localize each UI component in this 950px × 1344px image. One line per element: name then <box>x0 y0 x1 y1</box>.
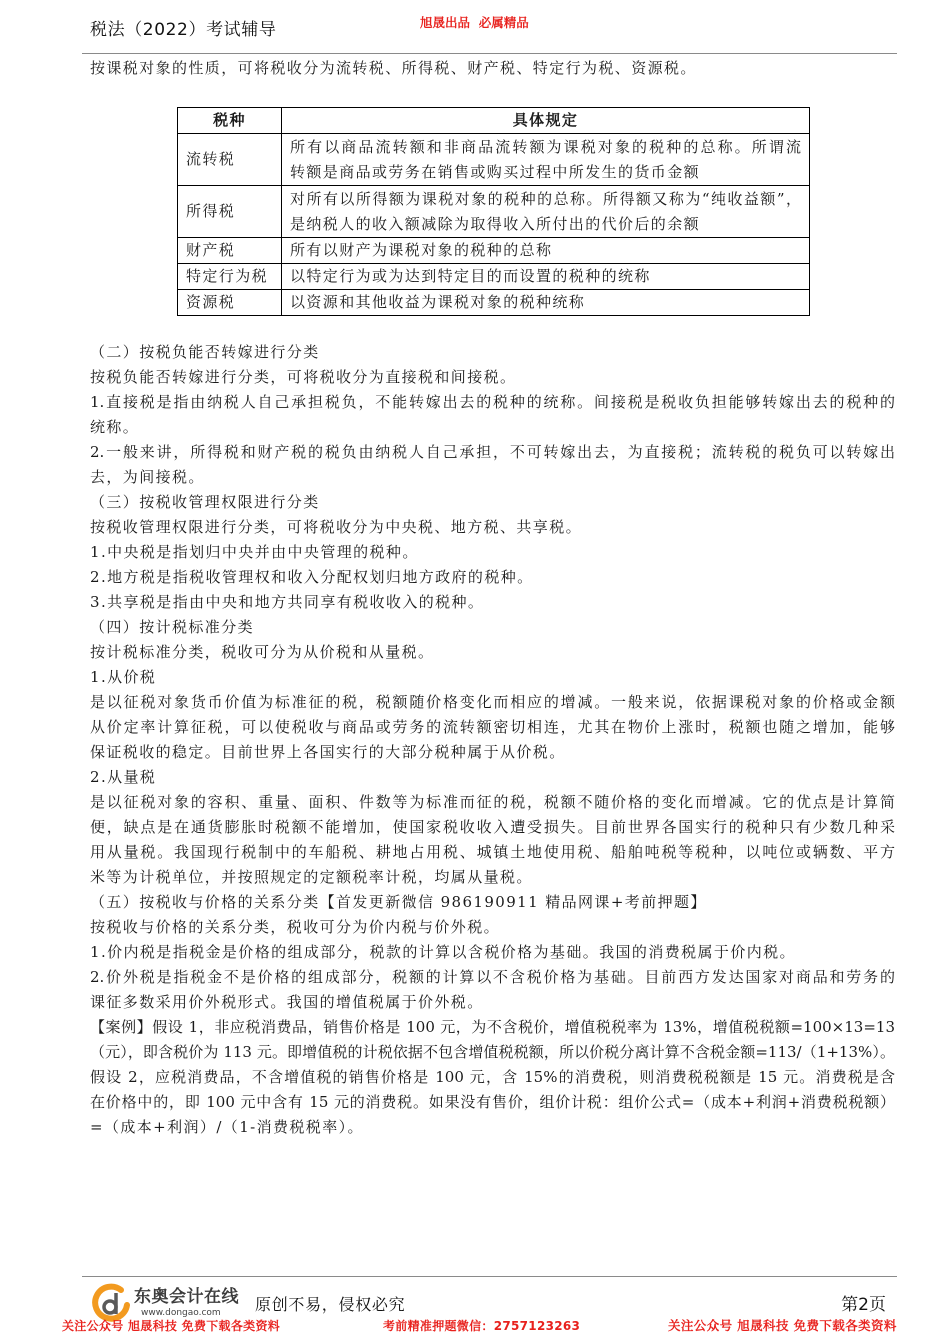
tax-table-row <box>178 238 810 264</box>
tax-table-row <box>178 264 810 290</box>
tax-type-cell: 所得税 <box>178 186 282 238</box>
tax-table-row <box>178 290 810 316</box>
body-paragraph <box>90 590 895 615</box>
logo-bowl-shape <box>104 1301 116 1313</box>
body-line: 1.中央税是指划归中央并由中央管理的税种。 <box>90 543 419 561</box>
document-title: 税法（2022）考试辅导 <box>90 20 277 40</box>
body-line: （元），即含税价为 113 元。即增值税的计税依据不包含增值税税额，所以价税分离计算不含税金额=113/（1+13%）。 <box>90 1043 895 1061</box>
body-line: 按计税标准分类，税收可分为从价税和从量税。 <box>90 643 435 661</box>
body-line: 从价定率计算征税，可以使税收与商品或劳务的流转额密切相连，尤其在物价上涨时，税额也随之增加，能够 <box>90 718 895 736</box>
body-line: 1.直接税是指由纳税人自己承担税负，不能转嫁出去的税种的统称。间接税是税收负担能够转嫁出去的税种的 <box>90 393 895 411</box>
column-header-rule: 具体规定 <box>282 108 810 134</box>
body-line: 假设 2，应税消费品，不含增值税的销售价格是 100 元，含 15%的消费税，则消费税税额是 15 元。消费税是含 <box>90 1068 895 1086</box>
body-line: 课征多数采用价外税形式。我国的增值税属于价外税。 <box>90 993 484 1011</box>
body-paragraph <box>90 440 895 490</box>
body-line: 用从量税。我国现行税制中的车船税、耕地占用税、城镇土地使用税、船舶吨税等税种，以吨位或辆数、平方 <box>90 843 895 861</box>
section-heading-line: （二）按税负能否转嫁进行分类 <box>90 343 320 361</box>
section-heading <box>90 490 895 515</box>
body-paragraph <box>90 1015 895 1140</box>
body-line: 是以征税对象货币价值为标准征的税，税额随价格变化而相应的增减。一般来说，依据课税对象的价格或金额 <box>90 693 895 711</box>
body-line: 【案例】假设 1，非应税消费品，销售价格是 100 元，为不含税价，增值税税率为 13%，增值税税额=100×13=13 <box>90 1018 895 1036</box>
section-heading-line: （四）按计税标准分类 <box>90 618 255 636</box>
body-line: 2.价外税是指税金不是价格的组成部分，税额的计算以不含税价格为基础。目前西方发达国家对商品和劳务的 <box>90 968 895 986</box>
tax-rule-cell <box>282 134 810 186</box>
body-line: 在价格中的，即 100 元中含有 15 元的消费税。如果没有售价，组价计税：组价公式=（成本+利润+消费税税额） <box>90 1093 895 1111</box>
tax-type-table <box>177 107 810 316</box>
tax-rule-line: 是纳税人的收入额减除为取得收入所付出的代价后的余额 <box>290 214 701 233</box>
body-line: 是以征税对象的容积、重量、面积、件数等为标准而征的税，税额不随价格的变化而增减。它的优点是计算简 <box>90 793 895 811</box>
tax-table-body <box>178 134 810 316</box>
body-paragraph <box>90 690 895 765</box>
tax-rule-line: 所有以商品流转额和非商品流转额为课税对象的税种的总称。所谓流 <box>290 137 801 156</box>
body-paragraph <box>90 965 895 1015</box>
promo-right: 关注公众号 旭晟科技 免费下载各类资料 <box>668 1318 897 1333</box>
body-paragraph <box>90 365 895 390</box>
body-line: 1.价内税是指税金是价格的组成部分，税款的计算以含税价格为基础。我国的消费税属于价内税。 <box>90 943 796 961</box>
body-paragraph <box>90 940 895 965</box>
footer-divider <box>82 1276 897 1277</box>
body-paragraph <box>90 765 895 790</box>
logo-url: www.dongao.com <box>141 1308 221 1318</box>
body-line: 1.从价税 <box>90 668 157 686</box>
body-line: 保证税收的稳定。目前世界上各国实行的大部分税种属于从价税。 <box>90 743 566 761</box>
tax-rule-cell <box>282 264 810 290</box>
tax-type-cell: 资源税 <box>178 290 282 316</box>
section-heading <box>90 340 895 365</box>
tax-type-cell: 财产税 <box>178 238 282 264</box>
tax-rule-line: 转额是商品或劳务在销售或购买过程中所发生的货币金额 <box>290 162 701 181</box>
body-line: 2.一般来讲，所得税和财产税的税负由纳税人自己承担，不可转嫁出去，为直接税；流转税的税负可以转嫁出 <box>90 443 895 461</box>
tax-rule-cell <box>282 186 810 238</box>
dongao-logo-icon <box>91 1283 131 1323</box>
body-paragraph <box>90 665 895 690</box>
tax-rule-line: 以特定行为或为达到特定目的而设置的税种的统称 <box>290 267 651 285</box>
tax-type-cell: 特定行为税 <box>178 264 282 290</box>
body-line: 3.共享税是指由中央和地方共同享有税收收入的税种。 <box>90 593 485 611</box>
tax-rule-cell <box>282 238 810 264</box>
body-line: 去，为间接税。 <box>90 468 205 486</box>
header-divider <box>82 53 897 54</box>
body-paragraph <box>90 390 895 440</box>
body-paragraph <box>90 565 895 590</box>
tax-rule-line: 所有以财产为课税对象的税种的总称 <box>290 241 553 259</box>
tax-table-row <box>178 134 810 186</box>
tax-rule-line: 以资源和其他收益为课税对象的税种统称 <box>290 293 586 311</box>
body-line: 2.地方税是指税收管理权和收入分配权划归地方政府的税种。 <box>90 568 534 586</box>
body-paragraph <box>90 540 895 565</box>
section-heading-line: （三）按税收管理权限进行分类 <box>90 493 320 511</box>
tax-rule-cell <box>282 290 810 316</box>
page-number: 第2页 <box>841 1295 886 1315</box>
body-line: 按税负能否转嫁进行分类，可将税收分为直接税和间接税。 <box>90 368 517 386</box>
body-paragraph <box>90 790 895 890</box>
header-slogan: 旭晟出品 必属精品 <box>420 15 529 30</box>
body-line: 米等为计税单位，并按照规定的定额税率计税，均属从量税。 <box>90 868 533 886</box>
body-line: 便，缺点是在通货膨胀时税额不能增加，使国家税收收入遭受损失。目前世界各国实行的税种只有少数几种采 <box>90 818 895 836</box>
body-paragraph <box>90 515 895 540</box>
tax-table-row <box>178 186 810 238</box>
intro-paragraph: 按课税对象的性质，可将税收分为流转税、所得税、财产税、特定行为税、资源税。 <box>90 59 697 77</box>
body-line: =（成本+利润）/（1-消费税税率）。 <box>90 1118 364 1136</box>
tax-rule-line: 对所有以所得额为课税对象的税种的总称。所得额又称为“纯收益额”， <box>290 189 801 208</box>
body-line: 按税收与价格的关系分类，税收可分为价内税与价外税。 <box>90 918 501 936</box>
tax-type-cell: 流转税 <box>178 134 282 186</box>
section-heading-line: （五）按税收与价格的关系分类【首发更新微信 986190911 精品网课+考前押题】 <box>90 893 707 911</box>
logo-name: 东奥会计在线 <box>134 1287 239 1307</box>
copyright-notice: 原创不易，侵权必究 <box>255 1295 406 1314</box>
section-heading <box>90 615 895 640</box>
body-paragraph <box>90 915 895 940</box>
body-paragraph <box>90 640 895 665</box>
body-line: 按税收管理权限进行分类，可将税收分为中央税、地方税、共享税。 <box>90 518 583 536</box>
body-text <box>90 340 895 1140</box>
promo-left: 关注公众号 旭晟科技 免费下载各类资料 <box>62 1319 281 1333</box>
tax-table-header-row <box>178 108 810 134</box>
column-header-tax-type: 税种 <box>178 108 282 134</box>
body-line: 统称。 <box>90 418 140 436</box>
body-line: 2.从量税 <box>90 768 157 786</box>
section-heading <box>90 890 895 915</box>
promo-center: 考前精准押题微信：2757123263 <box>383 1319 581 1333</box>
